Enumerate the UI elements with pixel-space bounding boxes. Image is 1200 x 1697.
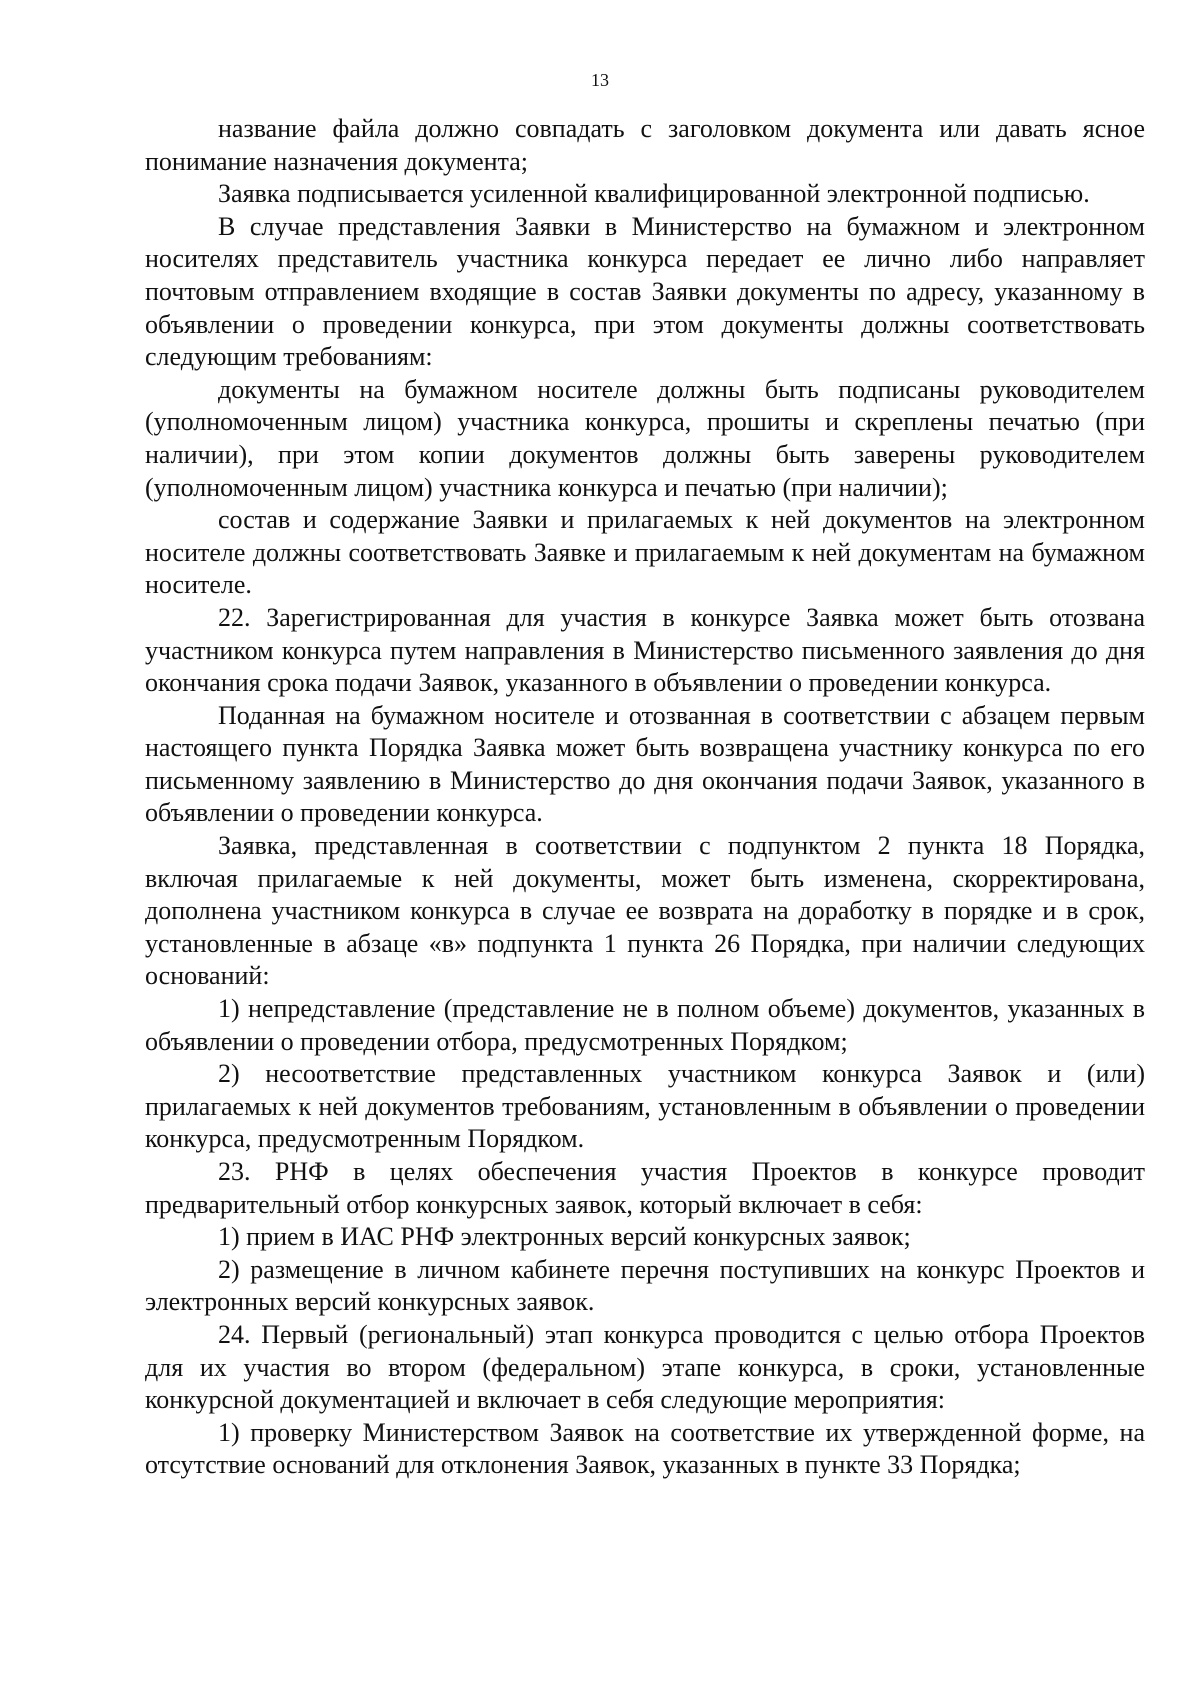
paragraph-item-24: 24. Первый (региональный) этап конкурса проводится с целью отбора Проектов для их участия во втором (федеральном) этапе конкурса, в сроки, установленные конкурсной документацией и включает в себя следующие мероприятия: (145, 1319, 1145, 1415)
paragraph-ground-1: 1) непредставление (представление не в полном объеме) документов, указанных в объявлении о проведении отбора, предусмотренных Порядком; (145, 994, 1145, 1056)
paragraph-item-23-1: 1) прием в ИАС РНФ электронных версий конкурсных заявок; (218, 1222, 911, 1252)
paragraph-return-application: Поданная на бумажном носителе и отозванная в соответствии с абзацем первым настоящего пункта Порядка Заявка может быть возвращена участнику конкурса по его письменному заявлению в Министерство до дня окончания подачи Заявок, указанного в объявлении о проведении конкурса. (145, 700, 1145, 828)
page-number: 13 (591, 70, 609, 90)
paragraph-paper-requirements: документы на бумажном носителе должны быть подписаны руководителем (уполномоченным лицом) участника конкурса, прошиты и скреплены печатью (при наличии), при этом копии документов должны быть заверены руководителем (уполномоченным лицом) участника конкурса и печатью (при наличии); (145, 374, 1145, 502)
paragraph-item-23-2: 2) размещение в личном кабинете перечня поступивших на конкурс Проектов и электронных версий конкурсных заявок. (145, 1254, 1145, 1317)
paragraph-item-24-1: 1) проверку Министерством Заявок на соответствие их утвержденной форме, на отсутствие оснований для отклонения Заявок, указанных в пункте 33 Порядка; (145, 1417, 1145, 1480)
paragraph-paper-submission: В случае представления Заявки в Министерство на бумажном и электронном носителях представитель участника конкурса передает ее лично либо направляет почтовым отправлением входящие в состав Заявки документы по адресу, указанному в объявлении о проведении конкурса, при этом документы должны соответствовать следующим требованиям: (145, 211, 1145, 372)
document-body (145, 113, 1145, 1482)
paragraph-file-name: название файла должно совпадать с заголовком документа или давать ясное понимание назначения документа; (145, 114, 1145, 176)
paragraph-signature: Заявка подписывается усиленной квалифицированной электронной подписью. (218, 179, 1090, 209)
paragraph-item-23: 23. РНФ в целях обеспечения участия Проектов в конкурсе проводит предварительный отбор конкурсных заявок, который включает в себя: (145, 1157, 1145, 1219)
paragraph-ground-2: 2) несоответствие представленных участником конкурса Заявок и (или) прилагаемых к ней документов требованиям, установленным в объявлении о проведении конкурса, предусмотренным Порядком. (145, 1059, 1145, 1154)
paragraph-application-changes: Заявка, представленная в соответствии с подпунктом 2 пункта 18 Порядка, включая прилагаемые к ней документы, может быть изменена, скорректирована, дополнена участником конкурса в случае ее возврата на доработку в порядке и в срок, установленные в абзаце «в» подпункта 1 пункта 26 Порядка, при наличии следующих оснований: (145, 831, 1145, 991)
paragraph-electronic-content: состав и содержание Заявки и прилагаемых к ней документов на электронном носителе должны соответствовать Заявке и прилагаемым к ней документам на бумажном носителе. (145, 505, 1145, 600)
paragraph-item-22: 22. Зарегистрированная для участия в конкурсе Заявка может быть отозвана участником конкурса путем направления в Министерство письменного заявления до дня окончания срока подачи Заявок, указанного в объявлении о проведении конкурса. (145, 602, 1145, 698)
